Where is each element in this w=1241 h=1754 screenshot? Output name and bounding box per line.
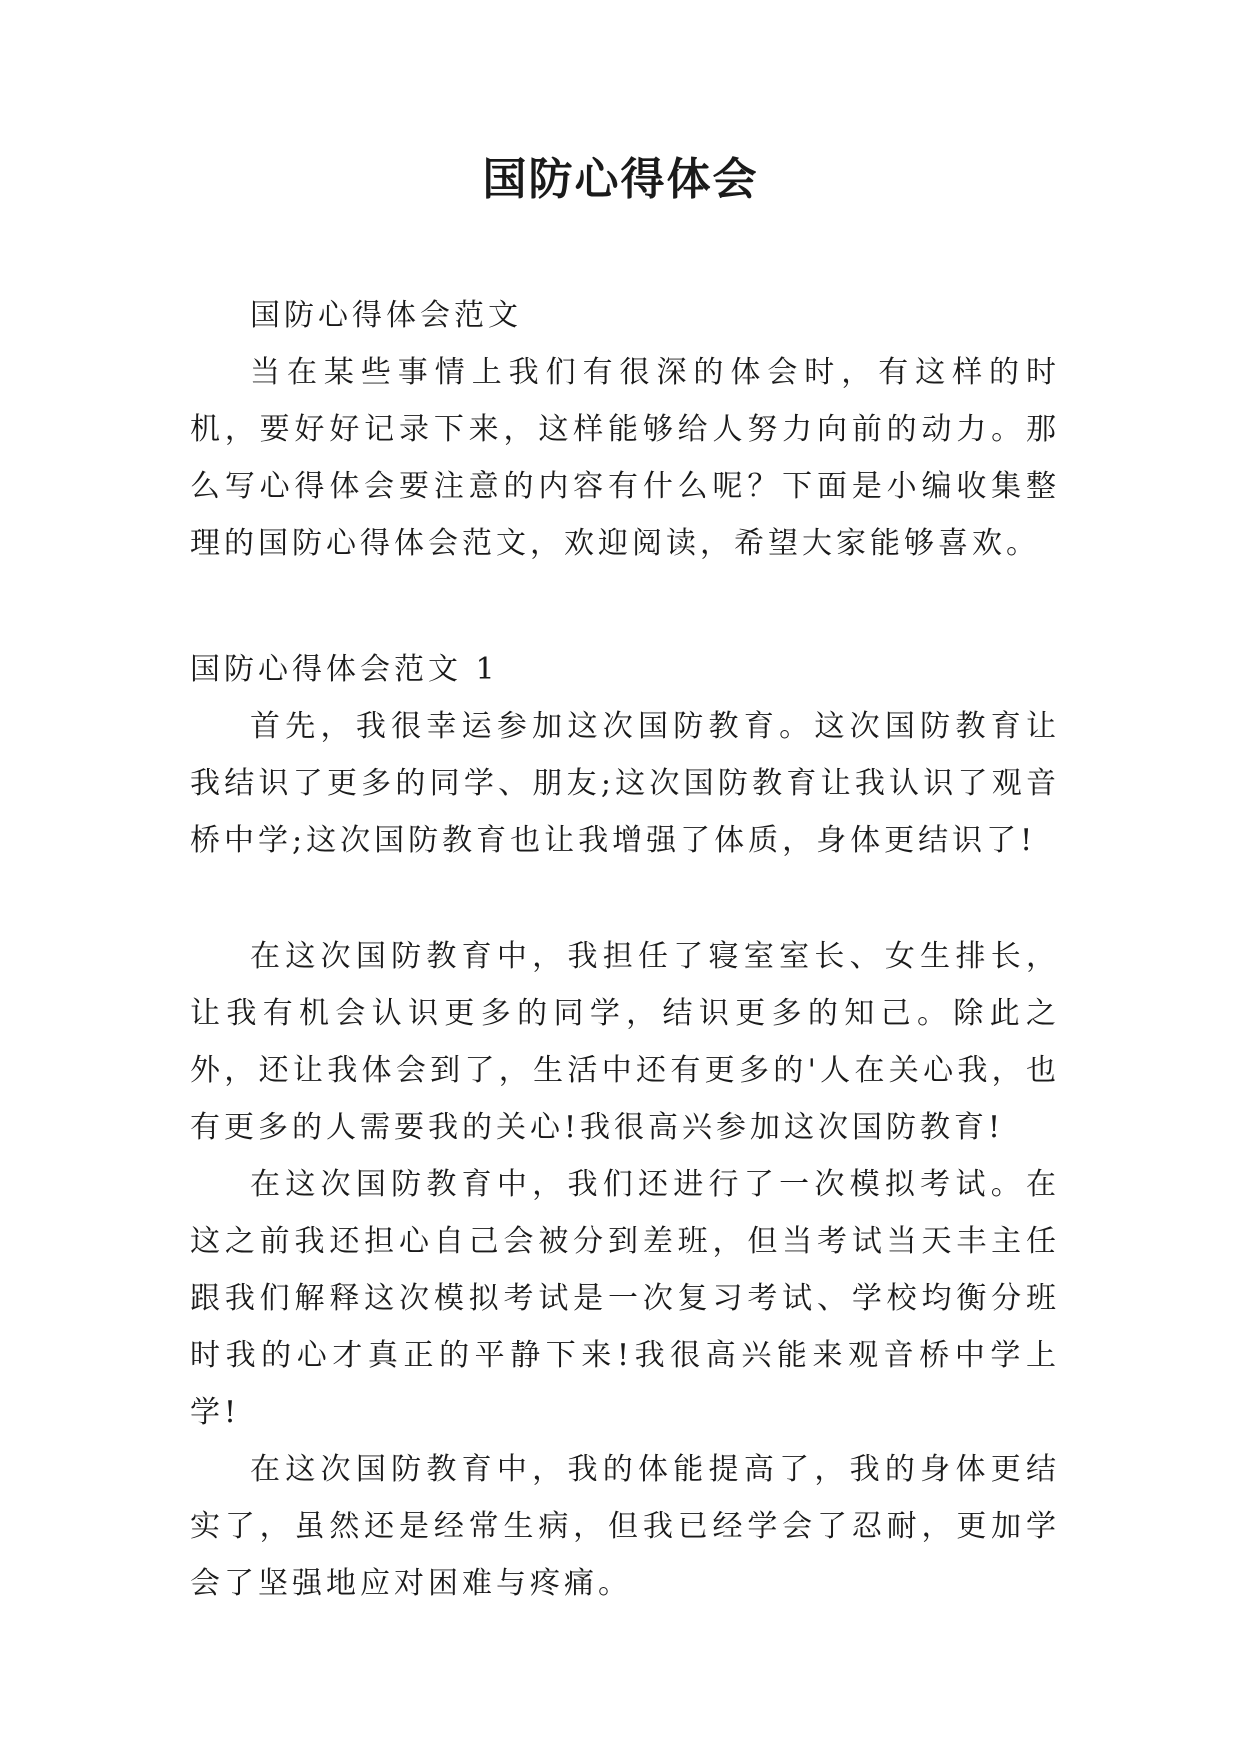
section-1-paragraph-1: 首先，我很幸运参加这次国防教育。这次国防教育让我结识了更多的同学、朋友;这次国防教育让我认识了观音桥中学;这次国防教育也让我增强了体质，身体更结识了!	[190, 709, 1060, 858]
section-1-paragraph-3: 在这次国防教育中，我们还进行了一次模拟考试。在这之前我还担心自己会被分到差班，但当考试当天丰主任跟我们解释这次模拟考试是一次复习考试、学校均衡分班时我的心才真正的平静下来!我很高兴能来观音桥中学上学!	[190, 1167, 1060, 1430]
section-1-continued-block	[190, 928, 1060, 1612]
document-title: 国防心得体会	[482, 154, 759, 205]
section-1-paragraph-4: 在这次国防教育中，我的体能提高了，我的身体更结实了，虽然还是经常生病，但我已经学会了忍耐，更加学会了坚强地应对困难与疼痛。	[190, 1452, 1060, 1601]
section-1-heading: 国防心得体会范文 1	[190, 652, 499, 687]
section-1-paragraph-2: 在这次国防教育中，我担任了寝室室长、女生排长，让我有机会认识更多的同学，结识更多的知己。除此之外，还让我体会到了，生活中还有更多的'人在关心我，也有更多的人需要我的关心!我很高兴参加这次国防教育!	[190, 939, 1060, 1145]
intro-block	[190, 287, 1060, 572]
intro-heading: 国防心得体会范文	[250, 298, 522, 333]
intro-paragraph: 当在某些事情上我们有很深的体会时，有这样的时机，要好好记录下来，这样能够给人努力向前的动力。那么写心得体会要注意的内容有什么呢？下面是小编收集整理的国防心得体会范文，欢迎阅读，希望大家能够喜欢。	[190, 355, 1060, 561]
section-1-block	[190, 641, 1060, 869]
